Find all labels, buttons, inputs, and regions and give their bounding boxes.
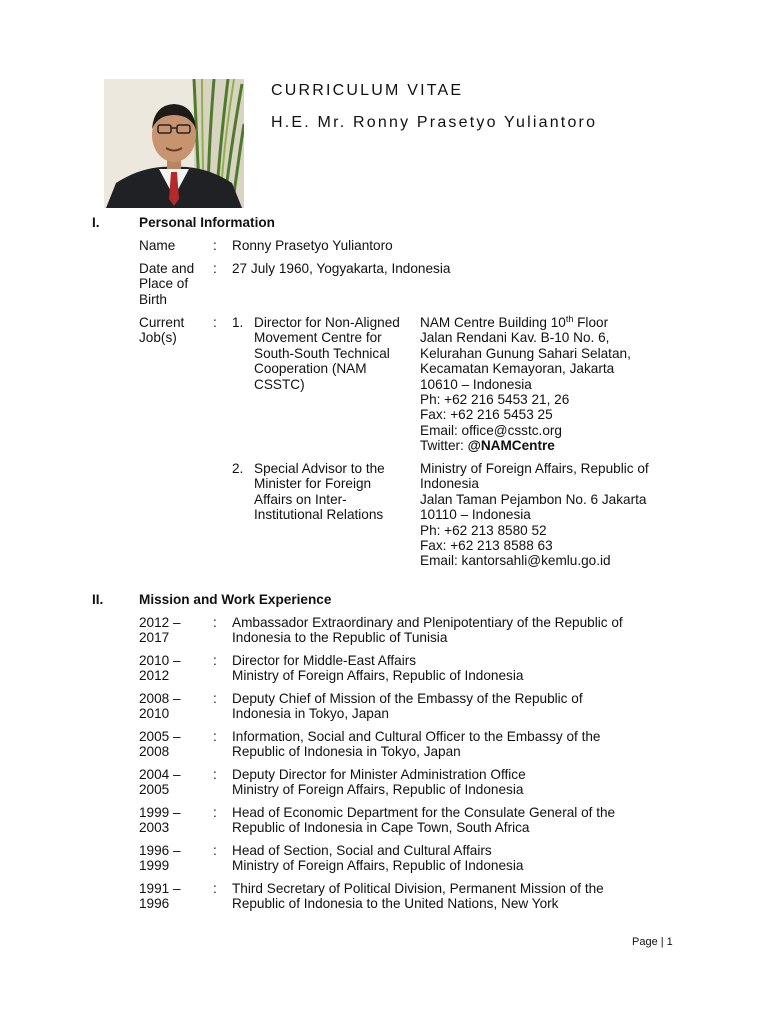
job-title-line: Cooperation (NAM	[254, 361, 367, 377]
address-line: Jalan Taman Pejambon No. 6 Jakarta	[420, 491, 647, 507]
section-title: Mission and Work Experience	[139, 592, 332, 607]
birth-label-line: Place of	[139, 276, 189, 292]
experience-description	[232, 805, 662, 836]
year-line: 2008	[139, 744, 170, 760]
address-line: Ph: +62 216 5453 21, 26	[420, 392, 570, 408]
experience-description	[232, 767, 662, 798]
colon: :	[213, 315, 217, 330]
description-line: Indonesia to the Republic of Tunisia	[232, 630, 448, 646]
job-title-line: CSSTC)	[254, 376, 305, 392]
job-title	[254, 315, 414, 392]
year-line: 2012	[139, 668, 170, 684]
year-line: 1991 –	[139, 881, 181, 896]
ordinal-suffix: th	[565, 314, 574, 324]
page-number: Page | 1	[632, 936, 673, 948]
address-line	[420, 315, 720, 330]
address-line: Ph: +62 213 8580 52	[420, 522, 547, 538]
year-line: 2005 –	[139, 729, 181, 744]
name-label: Name	[139, 238, 176, 253]
description-line: Ambassador Extraordinary and Plenipotentiary of the Republic of	[232, 615, 623, 630]
experience-years	[139, 767, 209, 798]
address-line: Ministry of Foreign Affairs, Republic of	[420, 461, 649, 476]
experience-years	[139, 843, 209, 874]
description-line: Republic of Indonesia in Cape Town, South Africa	[232, 820, 530, 836]
address-line: Indonesia	[420, 476, 479, 492]
description-line: Director for Middle-East Affairs	[232, 653, 417, 668]
job-title-line: South-South Technical	[254, 345, 390, 361]
colon: :	[213, 691, 217, 706]
year-line: 2012 –	[139, 615, 181, 630]
year-line: 2010	[139, 706, 170, 722]
experience-years	[139, 615, 209, 646]
section-title: Personal Information	[139, 215, 275, 230]
address-line: 10110 – Indonesia	[420, 507, 531, 523]
colon: :	[213, 261, 217, 276]
job-address	[420, 461, 720, 569]
description-line: Republic of Indonesia to the United Nations, New York	[232, 896, 559, 912]
colon: :	[213, 767, 217, 782]
name-value: Ronny Prasetyo Yuliantoro	[232, 238, 393, 253]
email-line: Email: office@csstc.org	[420, 422, 562, 438]
description-line: Ministry of Foreign Affairs, Republic of Indonesia	[232, 668, 524, 684]
year-line: 2004 –	[139, 767, 181, 782]
description-line: Third Secretary of Political Division, Permanent Mission of the	[232, 881, 604, 896]
colon: :	[213, 729, 217, 744]
job-title-line: Movement Centre for	[254, 330, 382, 346]
experience-description	[232, 843, 662, 874]
section-number: I.	[92, 215, 100, 230]
experience-description	[232, 653, 662, 684]
year-line: 1996 –	[139, 843, 181, 858]
colon: :	[213, 653, 217, 668]
job-number: 2.	[232, 461, 244, 476]
year-line: 2003	[139, 820, 170, 836]
description-line: Republic of Indonesia in Tokyo, Japan	[232, 744, 461, 760]
address-line: Kelurahan Gunung Sahari Selatan,	[420, 345, 631, 361]
description-line: Information, Social and Cultural Officer to the Embassy of the	[232, 729, 601, 744]
job-label	[139, 315, 209, 346]
experience-years	[139, 729, 209, 760]
job-address	[420, 315, 720, 454]
experience-years	[139, 653, 209, 684]
portrait-illustration	[104, 79, 244, 208]
address-line: Fax: +62 216 5453 25	[420, 407, 553, 423]
description-line: Deputy Chief of Mission of the Embassy of the Republic of	[232, 691, 583, 706]
year-line: 1996	[139, 896, 170, 912]
job-title-line: Institutional Relations	[254, 507, 384, 523]
experience-description	[232, 615, 662, 646]
description-line: Indonesia in Tokyo, Japan	[232, 706, 389, 722]
description-line: Head of Section, Social and Cultural Affairs	[232, 843, 492, 858]
year-line: 2008 –	[139, 691, 181, 706]
portrait-photo	[104, 79, 244, 208]
birth-label	[139, 261, 209, 307]
job-label-line: Job(s)	[139, 330, 177, 346]
colon: :	[213, 805, 217, 820]
description-line: Ministry of Foreign Affairs, Republic of Indonesia	[232, 858, 524, 874]
experience-years	[139, 881, 209, 912]
address-line: Fax: +62 213 8588 63	[420, 538, 553, 554]
colon: :	[213, 843, 217, 858]
job-title-line: Minister for Foreign	[254, 476, 372, 492]
job-title-line: Director for Non-Aligned	[254, 315, 400, 330]
job-title-line: Affairs on Inter-	[254, 491, 347, 507]
twitter-label: Twitter:	[420, 438, 468, 454]
colon: :	[213, 615, 217, 630]
description-line: Head of Economic Department for the Consulate General of the	[232, 805, 616, 820]
address-line: 10610 – Indonesia	[420, 376, 532, 392]
section-number: II.	[92, 592, 104, 607]
name-title: H.E. Mr. Ronny Prasetyo Yuliantoro	[271, 114, 598, 131]
description-line: Deputy Director for Minister Administration Office	[232, 767, 526, 782]
address-text: NAM Centre Building 10	[420, 315, 566, 330]
cv-title: CURRICULUM VITAE	[271, 82, 464, 99]
experience-description	[232, 881, 662, 912]
year-line: 1999	[139, 858, 170, 874]
twitter-line	[420, 438, 720, 453]
year-line: 2005	[139, 782, 170, 798]
birth-label-line: Date and	[139, 261, 195, 276]
experience-description	[232, 729, 662, 760]
twitter-handle: @NAMCentre	[467, 438, 555, 454]
year-line: 2010 –	[139, 653, 181, 668]
experience-description	[232, 691, 662, 722]
colon: :	[213, 238, 217, 253]
email-line: Email: kantorsahli@kemlu.go.id	[420, 553, 611, 569]
job-label-line: Current	[139, 315, 185, 330]
address-line: Kecamatan Kemayoran, Jakarta	[420, 361, 615, 377]
colon: :	[213, 881, 217, 896]
address-line: Jalan Rendani Kav. B-10 No. 6,	[420, 330, 610, 346]
birth-label-line: Birth	[139, 291, 167, 307]
experience-years	[139, 691, 209, 722]
job-title	[254, 461, 414, 523]
description-line: Ministry of Foreign Affairs, Republic of Indonesia	[232, 782, 524, 798]
job-title-line: Special Advisor to the	[254, 461, 385, 476]
address-text: Floor	[573, 315, 609, 330]
experience-years	[139, 805, 209, 836]
job-number: 1.	[232, 315, 244, 330]
year-line: 2017	[139, 630, 170, 646]
birth-value: 27 July 1960, Yogyakarta, Indonesia	[232, 261, 451, 276]
year-line: 1999 –	[139, 805, 181, 820]
